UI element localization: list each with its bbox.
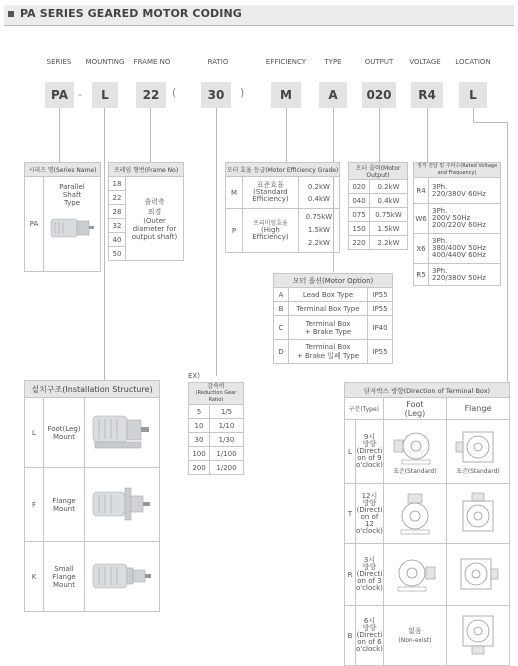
installation-name: Mount [53,432,75,441]
efficiency-table-header: 모터 효율 등급(Motor Efficiency Grade) [226,163,340,177]
motor-option-table [273,273,393,364]
option-type: + Brake Type [304,327,352,336]
frame-table [108,162,184,261]
code-ratio: 30 [201,82,231,108]
installation-name: Mount [53,504,75,513]
title-square-icon [8,11,14,17]
terminal-dir: o'clock) [356,526,383,535]
frame-desc-3: (Outer [143,216,166,225]
option-type: Lead Box Type [289,288,368,302]
efficiency-code: P [226,209,243,253]
option-type: Terminal Box Type [289,302,368,316]
ratio-fraction: 1/10 [210,419,244,433]
output-table [348,162,408,250]
series-table [24,162,101,272]
installation-name: Small [54,564,74,573]
voltage-line: 220/380V 60Hz [432,189,486,198]
terminal-box-header: 단자박스 방향(Direction of Terminal Box) [345,383,510,398]
output-value: 2.2kW [370,236,408,250]
frame-desc-2: 외경 [147,207,162,216]
terminal-dir: 6시 [363,617,376,625]
terminal-dir: (Directi [356,570,383,578]
terminal-dir: o'clock) [356,461,383,469]
terminal-code: R [345,544,356,606]
frame-code: 40 [109,233,126,247]
frame-code: 28 [109,205,126,219]
series-table-header: 시리즈 명(Series Name) [25,163,101,177]
terminal-code: B [345,606,356,666]
voltage-code: X6 [414,234,429,264]
header-efficiency: EFFICIENCY [265,58,307,66]
foot-terminal-right-diagram [390,555,440,595]
terminal-dir: 12시 [361,491,378,500]
code-output: 020 [362,82,396,108]
flange-terminal-left-diagram [453,428,503,468]
terminal-code: L [345,420,356,484]
terminal-col-foot: Foot [406,399,424,409]
header-location: LOCATION [455,58,491,66]
code-mounting: L [92,82,118,108]
header-series: SERIES [46,58,72,66]
terminal-dir: on of 6 [357,638,382,646]
output-code: 040 [349,194,370,208]
ratio-fraction: 1/100 [210,447,244,461]
installation-name: Mount [53,580,75,589]
terminal-dir: 방향 [362,563,377,571]
frame-desc-1: 출력축 [144,197,165,206]
output-value: 1.5kW [370,222,408,236]
connector-output [379,108,380,162]
code-series: PA [45,82,74,108]
option-ip: IP55 [368,302,393,316]
ratio-fraction: 1/5 [210,405,244,419]
voltage-code: R5 [414,264,429,286]
terminal-box-table [344,382,510,666]
ratio-value: 5 [189,405,210,419]
voltage-code: R4 [414,178,429,204]
connector-location-v [473,108,474,123]
voltage-line: 400/440V 60Hz [432,251,486,259]
code-frame-no: 22 [136,82,166,108]
header-output: OUTPUT [364,58,394,66]
connector-voltage [427,108,428,162]
frame-code: 22 [109,191,126,205]
series-desc-1: Parallel [59,183,85,191]
installation-name: Flange [52,572,76,581]
option-type: + Brake 밀폐 Type [296,351,360,360]
option-code: D [274,340,289,364]
terminal-col-flange: Flange [446,398,509,420]
motor-option-header: 모터 옵션(Motor Option) [274,274,393,288]
code-type: A [319,82,347,108]
efficiency-name: Efficiency) [252,233,289,241]
frame-code: 18 [109,177,126,191]
series-code: PA [25,177,44,272]
output-code: 220 [349,236,370,250]
terminal-dir: (Directi [356,631,383,639]
connector-frame [150,108,151,162]
ratio-table [188,382,244,475]
efficiency-value: 1.5kW [307,226,330,234]
flange-terminal-bottom-diagram [453,614,503,658]
terminal-col-type: 구분(Type) [345,398,384,420]
option-type: Terminal Box [305,319,351,328]
output-value: 0.75kW [370,208,408,222]
voltage-line: 3Ph. [432,266,448,275]
output-value: 0.4kW [370,194,408,208]
ratio-value: 30 [189,433,210,447]
voltage-table [413,162,501,286]
frame-table-header: 프레임 형번(Frame No) [109,163,184,177]
efficiency-value: 2.2kW [307,239,330,247]
ratio-value: 200 [189,461,210,475]
terminal-col-foot: (Leg) [404,408,426,418]
terminal-dir: o'clock) [356,645,383,653]
terminal-dir: on of 9 [357,454,382,462]
terminal-dir: 방향 [362,498,377,507]
connector-ratio [216,108,217,376]
option-code: A [274,288,289,302]
voltage-line: 200/220V 60Hz [432,221,486,229]
ratio-value: 10 [189,419,210,433]
option-ip: IP40 [368,316,393,340]
output-value: 0.2kW [370,180,408,194]
output-table-header: 모터 출력(Motor Output) [349,163,408,180]
terminal-dir: on of 3 [357,577,382,585]
ratio-value: 100 [189,447,210,461]
installation-name: Foot(Leg) [47,424,81,433]
frame-desc-4: diameter for [132,224,177,233]
header-voltage: VOLTAGE [409,58,441,66]
voltage-code: W6 [414,204,429,234]
foot-terminal-left-diagram [390,428,440,468]
header-type: TYPE [324,58,342,66]
terminal-note: 표준(Standard) [456,468,500,475]
output-code: 020 [349,180,370,194]
connector-location-h [473,122,507,123]
page-title: PA SERIES GEARED MOTOR CODING [20,7,242,20]
flange-terminal-top-diagram [453,492,503,536]
output-code: 075 [349,208,370,222]
option-ip: IP55 [368,288,393,302]
installation-table [24,380,160,612]
efficiency-name: 프리미엄효율 [253,220,288,227]
code-location: L [459,82,487,108]
efficiency-code: M [226,177,243,209]
installation-code: K [25,542,44,612]
ratio-fraction: 1/200 [210,461,244,475]
option-ip: IP55 [368,340,393,364]
connector-location-down [507,122,508,382]
frame-code: 50 [109,247,126,261]
efficiency-name: 표준효율 [256,181,284,189]
terminal-dir: (Directi [356,447,383,455]
voltage-line: 3Ph. [432,237,448,245]
connector-efficiency [286,108,287,162]
terminal-dir: (Directi [356,505,383,514]
frame-desc-5: output shaft) [131,232,178,241]
option-type: Terminal Box [305,342,351,351]
foot-mount-motor-image [89,406,155,460]
header-ratio: RATIO [207,58,229,66]
efficiency-name: Efficiency) [252,195,289,203]
efficiency-table [225,162,340,253]
separator-paren-open: ( [172,86,177,99]
installation-name: Flange [52,496,76,505]
series-desc-3: Type [63,199,81,207]
efficiency-value: 0.75kW [305,213,333,221]
terminal-dir: 방향 [362,624,377,632]
terminal-note: 표준(Standard) [393,468,437,475]
code-efficiency: M [271,82,301,108]
connector-series [59,108,60,162]
installation-code: F [25,468,44,542]
installation-header: 설치구조(Installation Structure) [25,381,160,398]
voltage-line: 200V 50Hz [432,214,471,222]
ratio-header-sub: (Reduction Gear Ratio) [195,390,237,403]
voltage-table-header: 정격 전압 및 주파수(Rated Voltage and Frequency) [414,163,501,178]
efficiency-name: (Standard [253,188,288,196]
small-flange-motor-image [89,554,155,600]
terminal-dir: on of 12 [360,512,379,528]
installation-code: L [25,398,44,468]
terminal-note: 없음 [408,626,422,635]
voltage-line: 3Ph. [432,182,448,191]
terminal-dir: 3시 [363,556,376,564]
ex-label: EX) [188,372,200,380]
voltage-line: 380/400V 50Hz [432,244,486,252]
efficiency-value: 0.4kW [307,194,330,203]
output-code: 150 [349,222,370,236]
connector-mounting [104,108,105,380]
parallel-shaft-motor-image [49,213,95,241]
efficiency-value: 0.2kW [307,182,330,191]
code-voltage: R4 [411,82,443,108]
efficiency-name: (High [261,226,280,234]
voltage-line: 220/380V 50Hz [432,273,486,282]
terminal-dir: 방향 [362,440,377,448]
frame-code: 32 [109,219,126,233]
terminal-dir: 9시 [363,433,376,441]
terminal-code: T [345,484,356,544]
option-code: C [274,316,289,340]
voltage-line: 3Ph. [432,207,448,215]
separator-dash: - [78,88,82,101]
option-code: B [274,302,289,316]
separator-paren-close: ) [240,86,245,99]
foot-terminal-top-diagram [390,492,440,536]
flange-terminal-right-diagram [453,555,503,595]
header-frame-no: FRAME NO [133,58,171,66]
terminal-dir: o'clock) [356,584,383,592]
terminal-note: (Non-exist) [398,636,432,644]
series-desc-2: Shaft [62,191,82,199]
ratio-header: 감속비 [207,383,225,390]
ratio-fraction: 1/30 [210,433,244,447]
header-mounting: MOUNTING [85,58,125,66]
flange-mount-motor-image [89,480,155,530]
